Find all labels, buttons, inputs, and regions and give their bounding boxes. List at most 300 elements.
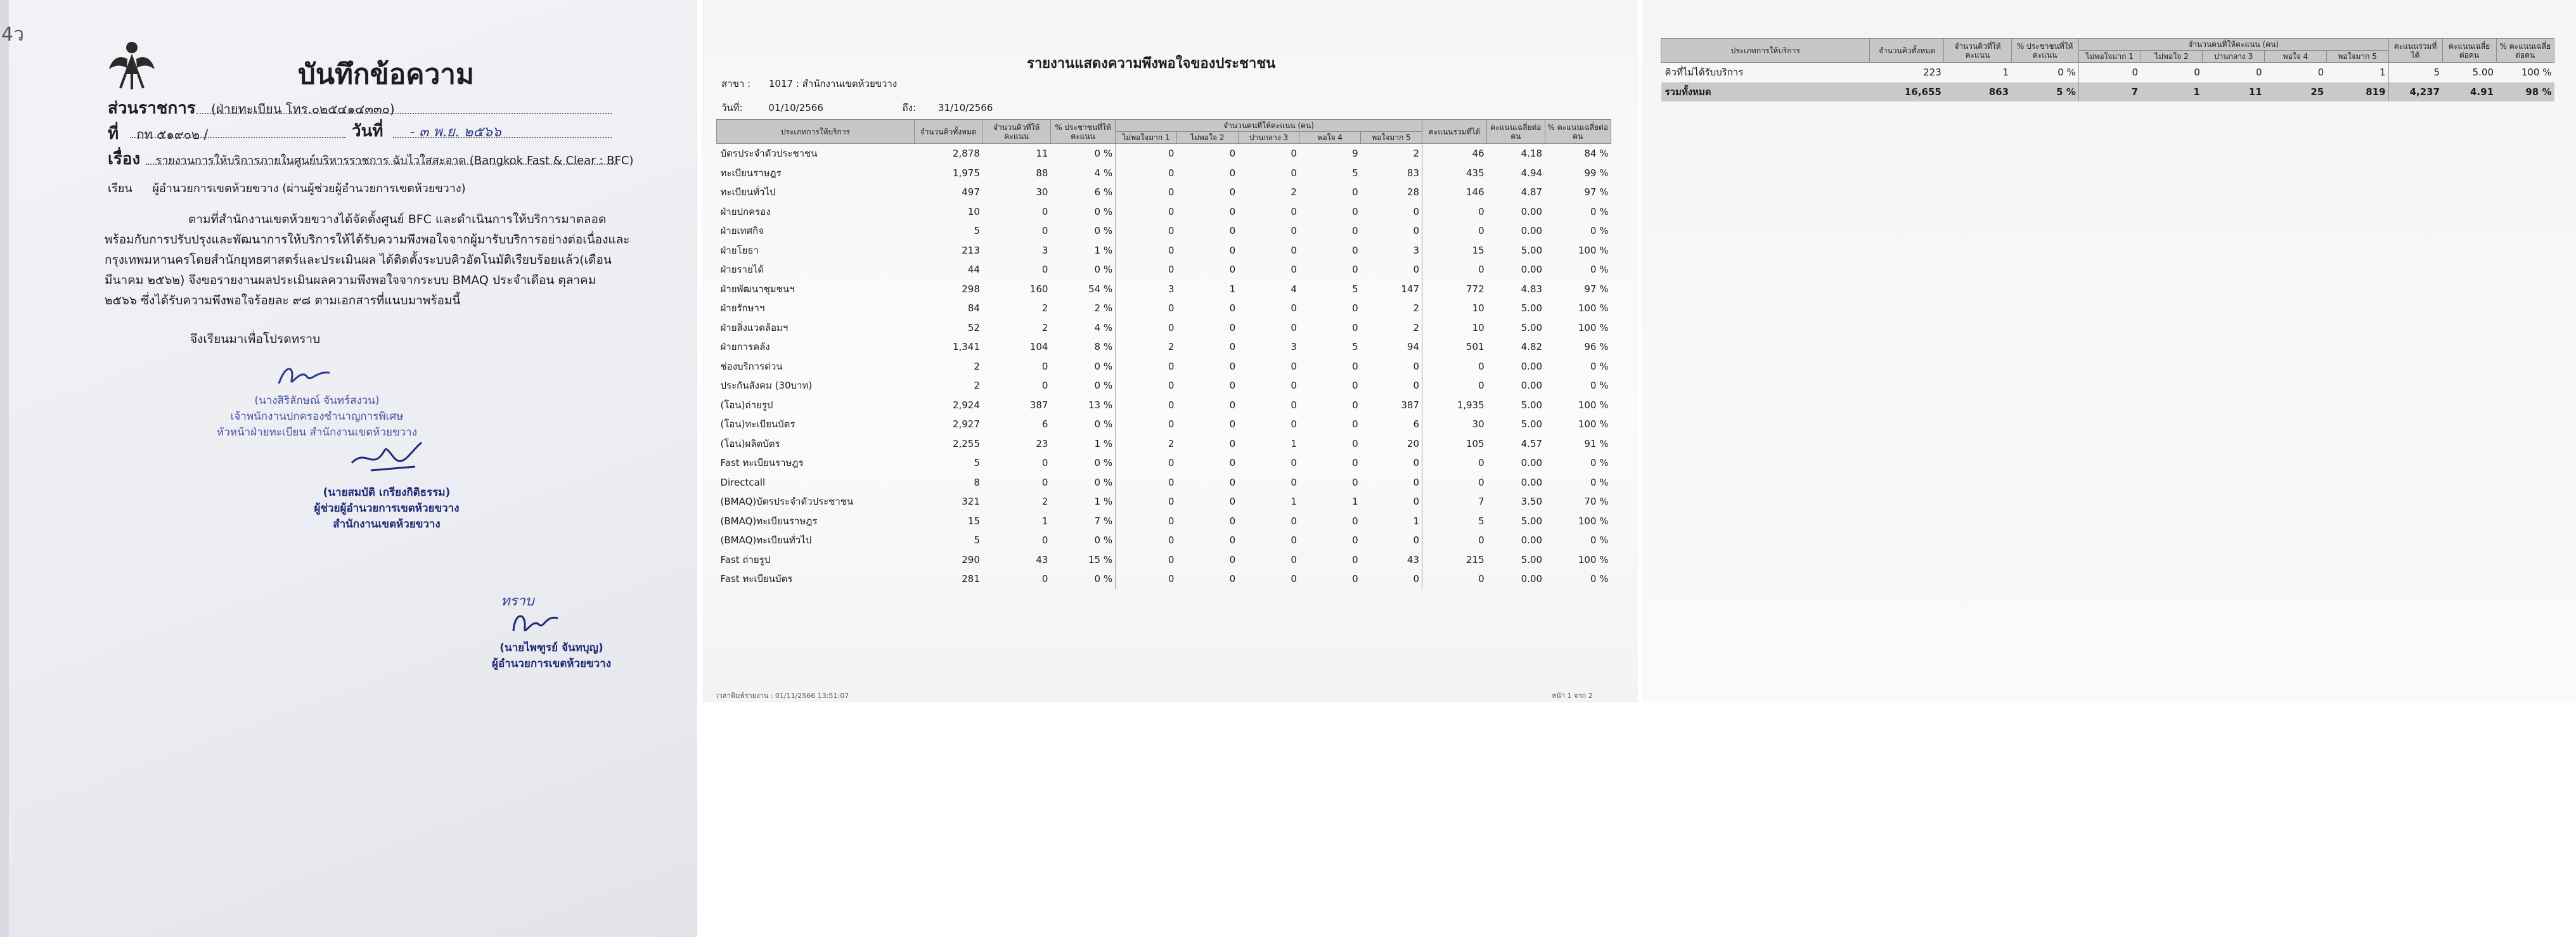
service-name-cell: ช่องบริการด่วน (720, 360, 783, 372)
table-row (717, 241, 1611, 261)
service-name-cell: บัตรประจำตัวประชาชน (720, 148, 818, 160)
value-cell: 0.00 (1521, 205, 1543, 217)
table-row (717, 202, 1611, 222)
value-cell: 1 % (1094, 496, 1113, 508)
report-page2-photo (1642, 0, 2576, 702)
header-s3: ปานกลาง 3 (1238, 132, 1299, 144)
value-cell: 0 % (1590, 457, 1609, 469)
signature-1 (273, 361, 336, 393)
header-pct-rated: % ประชาชนที่ให้คะแนน (1050, 120, 1115, 144)
value-cell: 9 (1352, 148, 1358, 160)
table-row (717, 376, 1611, 396)
service-name-cell: Directcall (720, 476, 766, 488)
value-cell: 0 (1352, 399, 1358, 411)
value-cell: 100 % (1578, 515, 1609, 527)
table-body-page2 (1661, 63, 2554, 102)
value-cell: 0 (1291, 399, 1297, 411)
garuda-emblem-icon (106, 35, 157, 92)
value-cell: 3.50 (1521, 496, 1543, 508)
p2-header-pct-avg: % คะแนนเฉลี่ยต่อคน (2496, 39, 2554, 63)
value-cell: 0 (1413, 573, 1419, 585)
value-cell: 91 % (1584, 437, 1609, 449)
value-cell: 0 (1422, 473, 1487, 493)
value-cell: 6 (1041, 418, 1048, 430)
value-cell: 8 % (1094, 341, 1113, 353)
signer3-position: ผู้อำนวยการเขตห้วยขวาง (491, 657, 611, 670)
to-label: ถึง: (902, 102, 917, 113)
signature-3 (507, 605, 564, 640)
table-row (717, 531, 1611, 550)
value-cell: 0 % (1094, 264, 1113, 276)
table-row (717, 164, 1611, 183)
value-cell: 23 (1036, 437, 1048, 449)
memo-body: ตามที่สำนักงานเขตห้วยขวางได้จัดตั้งศูนย์ BFC และดำเนินการให้บริการมาตลอดพร้อมกับการปรับปรุงและพัฒนาการให้บริการให้ได้รับความพึงพอใจจากผู้มารับบริการอย่างต่อเนื่องและกรุงเทพมหานครโดยสำนักยุทธศาสตร์และประเมินผล ได้ติดตั้งระบบคิวอัตโนมัติเรียบร้อยแล้ว(เดือนมีนาคม ๒๕๖๒) จึงขอรายงานผลประเมินผลความพึงพอใจจากระบบ BMAQ ประจำเดือน ตุลาคม ๒๕๖๖ ซึ่งได้รับความพึงพอใจร้อยละ ๙๘ ตามเอกสารที่แนบมาพร้อมนี้ (105, 212, 630, 307)
value-cell: 5.00 (2472, 67, 2494, 79)
value-cell: 2 (1116, 337, 1177, 357)
value-cell: 11 (1036, 148, 1048, 160)
value-cell: 6 (1413, 418, 1419, 430)
value-cell: 43 (1407, 553, 1419, 565)
value-cell: 0.00 (1521, 476, 1543, 488)
date-label: วันที่ (352, 122, 383, 141)
subject-value: รายงานการให้บริการภายในศูนย์บริหารราชการ ฉับไวใสสะอาด (Bangkok Fast & Clear : BFC) (155, 154, 634, 167)
satisfaction-table (716, 119, 1611, 589)
value-cell: 0 (1229, 534, 1236, 546)
value-cell: 0 (1229, 244, 1236, 256)
signer1-name: (นางสิริลักษณ์ จันทร์สงวน) (254, 394, 380, 407)
table-row (717, 396, 1611, 415)
value-cell: 0 (1352, 534, 1358, 546)
value-cell: 94 (1407, 341, 1419, 353)
value-cell: 100 % (1578, 553, 1609, 565)
ref-label: ที่ (108, 124, 119, 143)
signer1-position: เจ้าพนักงานปกครองชำนาญการพิเศษ (230, 410, 404, 423)
edge-marks: 4ว (1, 23, 24, 46)
p2-header-s5: พอใจมาก 5 (2326, 51, 2388, 63)
value-cell: 0 (1116, 357, 1177, 377)
value-cell: 0 (1291, 418, 1297, 430)
header-pct-avg: % คะแนนเฉลี่ยต่อคน (1545, 120, 1611, 144)
value-cell: 5.00 (1521, 418, 1543, 430)
value-cell: 0 (1116, 396, 1177, 415)
value-cell: 1,935 (1422, 396, 1487, 415)
report-title: รายงานแสดงความพึงพอใจของประชาชน (1027, 56, 1276, 72)
value-cell: 0 (1116, 531, 1177, 550)
value-cell: 5 (974, 225, 980, 237)
value-cell: 0 (1291, 205, 1297, 217)
value-cell: 0 (1229, 399, 1236, 411)
report-photo (702, 0, 1638, 702)
value-cell: 213 (962, 244, 980, 256)
value-cell: 4,237 (2388, 82, 2442, 102)
value-cell: 5 (1422, 512, 1487, 531)
value-cell: 1 % (1094, 437, 1113, 449)
value-cell: 1 (1229, 283, 1236, 295)
value-cell: 3 (1116, 280, 1177, 299)
value-cell: 10 (967, 205, 980, 217)
value-cell: 1,341 (952, 341, 980, 353)
value-cell: 0 (1422, 376, 1487, 396)
value-cell: 4.91 (2442, 82, 2496, 102)
value-cell: 0 % (1094, 534, 1113, 546)
value-cell: 0.00 (1521, 534, 1543, 546)
value-cell: 0 (1041, 380, 1048, 392)
value-cell: 43 (1036, 553, 1048, 565)
value-cell: 0 % (1590, 476, 1609, 488)
value-cell: 28 (1407, 186, 1419, 198)
table-row (717, 434, 1611, 454)
value-cell: 99 % (1584, 167, 1609, 179)
value-cell: 0 (1041, 205, 1048, 217)
table-row (717, 550, 1611, 570)
value-cell: 5.00 (1521, 553, 1543, 565)
value-cell: 0 (1352, 205, 1358, 217)
value-cell: 0 (1229, 418, 1236, 430)
value-cell: 97 % (1584, 186, 1609, 198)
total-row (1661, 82, 2554, 102)
value-cell: 0 % (1590, 264, 1609, 276)
value-cell: 100 % (1578, 321, 1609, 333)
value-cell: 2 % (1094, 302, 1113, 314)
report-footer-left: เวลาพิมพ์รายงาน : 01/11/2566 13:51:07 (716, 692, 849, 700)
value-cell: 10 (1422, 318, 1487, 338)
value-cell: 0 (1041, 573, 1048, 585)
value-cell: 4.87 (1521, 186, 1543, 198)
value-cell: 6 % (1094, 186, 1113, 198)
value-cell: 0 (1116, 550, 1177, 570)
ref-value: กท ๕๑๙๐๒ / (136, 127, 209, 142)
value-cell: 0 (1116, 260, 1177, 280)
value-cell: 0 (1422, 453, 1487, 473)
service-name-cell: ทะเบียนทั่วไป (720, 186, 776, 198)
value-cell: 0 (1291, 476, 1297, 488)
value-cell: 0 (1413, 380, 1419, 392)
date-value: - ๓ พ.ย. ๒๕๖๖ (409, 124, 501, 140)
service-name-cell: ประกันสังคม (30บาท) (720, 380, 813, 392)
value-cell: 0 (1291, 225, 1297, 237)
value-cell: 0 (1229, 341, 1236, 353)
branch-label: สาขา : (721, 78, 751, 89)
value-cell: 0 (1352, 380, 1358, 392)
value-cell: 387 (1029, 399, 1048, 411)
value-cell: 1 (2141, 82, 2203, 102)
value-cell: 0 (1229, 515, 1236, 527)
service-name-cell: ฝ่ายปกครอง (720, 205, 771, 217)
p2-header-s4: พอใจ 4 (2265, 51, 2327, 63)
value-cell: 83 (1407, 167, 1419, 179)
header-s1: ไม่พอใจมาก 1 (1116, 132, 1177, 144)
value-cell: 0 (1422, 202, 1487, 222)
service-name-cell: รวมทั้งหมด (1661, 82, 1870, 102)
value-cell: 0 (1229, 321, 1236, 333)
value-cell: 0 (1229, 186, 1236, 198)
value-cell: 0 (1116, 512, 1177, 531)
value-cell: 54 % (1088, 283, 1113, 295)
value-cell: 2 (1041, 496, 1048, 508)
value-cell: 100 % (1578, 244, 1609, 256)
value-cell: 2,924 (952, 399, 980, 411)
value-cell: 0 (1229, 225, 1236, 237)
value-cell: 0 (1422, 569, 1487, 589)
value-cell: 11 (2203, 82, 2265, 102)
value-cell: 0.00 (1521, 360, 1543, 372)
value-cell: 0 (1116, 569, 1177, 589)
value-cell: 84 (967, 302, 980, 314)
value-cell: 5.00 (1521, 321, 1543, 333)
value-cell: 0 (1291, 148, 1297, 160)
service-name-cell: Fast ทะเบียนราษฎร (720, 457, 804, 469)
report-footer-right: หน้า 1 จาก 2 (1552, 692, 1593, 700)
value-cell: 8 (974, 476, 980, 488)
value-cell: 0 (1352, 515, 1358, 527)
value-cell: 0 (1116, 299, 1177, 318)
value-cell: 0 (1352, 225, 1358, 237)
value-cell: 7 (2078, 82, 2141, 102)
value-cell: 5 (974, 457, 980, 469)
value-cell: 7 % (1094, 515, 1113, 527)
value-cell: 0 (1116, 221, 1177, 241)
value-cell: 0 (1291, 457, 1297, 469)
service-name-cell: (BMAQ)บัตรประจำตัวประชาชน (720, 496, 854, 508)
value-cell: 0 % (1590, 534, 1609, 546)
value-cell: 0 % (1094, 476, 1113, 488)
value-cell: 2 (1116, 434, 1177, 454)
value-cell: 0 (1352, 186, 1358, 198)
value-cell: 100 % (1578, 418, 1609, 430)
value-cell: 0 (1291, 360, 1297, 372)
value-cell: 13 % (1088, 399, 1113, 411)
signer2-office: สำนักงานเขตห้วยขวาง (333, 518, 441, 531)
table-row (717, 144, 1611, 164)
value-cell: 15 (1422, 241, 1487, 261)
value-cell: 0 % (1590, 205, 1609, 217)
header-s5: พอใจมาก 5 (1361, 132, 1422, 144)
value-cell: 0 (1229, 573, 1236, 585)
p2-header-s3: ปานกลาง 3 (2203, 51, 2265, 63)
value-cell: 2 (974, 380, 980, 392)
agency-label: ส่วนราชการ (108, 99, 196, 118)
service-name-cell: ทะเบียนราษฎร (720, 167, 782, 179)
value-cell: 0 (1422, 260, 1487, 280)
value-cell: 0 (1291, 264, 1297, 276)
value-cell: 0 % (1590, 380, 1609, 392)
value-cell: 0 (1116, 241, 1177, 261)
value-cell: 105 (1422, 434, 1487, 454)
value-cell: 1 (1041, 515, 1048, 527)
value-cell: 0 (1229, 148, 1236, 160)
value-cell: 88 (1036, 167, 1048, 179)
value-cell: 435 (1422, 164, 1487, 183)
value-cell: 0 (1352, 302, 1358, 314)
value-cell: 0 (1352, 360, 1358, 372)
value-cell: 0 % (1094, 205, 1113, 217)
value-cell: 4 (1291, 283, 1297, 295)
value-cell: 0 (1291, 321, 1297, 333)
value-cell: 0 (1116, 376, 1177, 396)
value-cell: 20 (1407, 437, 1419, 449)
signer3-name: (นายไพฑูรย์ จันทบุญ) (499, 642, 603, 654)
table-row (717, 260, 1611, 280)
table-row (717, 337, 1611, 357)
value-cell: 0 (1291, 167, 1297, 179)
value-cell: 0 (1352, 437, 1358, 449)
value-cell: 1 (1352, 496, 1358, 508)
service-name-cell: (BMAQ)ทะเบียนราษฎร (720, 515, 818, 527)
value-cell: 10 (1422, 299, 1487, 318)
table-row (717, 512, 1611, 531)
value-cell: 0 (1413, 225, 1419, 237)
table-row (717, 569, 1611, 589)
p2-header-pct-rated: % ประชาชนที่ให้คะแนน (2011, 39, 2078, 63)
table-row (717, 221, 1611, 241)
value-cell: 0 (2317, 67, 2324, 79)
service-name-cell: (โอน)ถ่ายรูป (720, 399, 773, 411)
value-cell: 0 % (1094, 225, 1113, 237)
value-cell: 0 (1413, 476, 1419, 488)
value-cell: 104 (1029, 341, 1048, 353)
value-cell: 5.00 (1521, 244, 1543, 256)
value-cell: 5 (1352, 341, 1358, 353)
value-cell: 4.83 (1521, 283, 1543, 295)
service-name-cell: ฝ่ายการคลัง (720, 341, 770, 353)
memo-photo (0, 0, 697, 937)
value-cell: 0 (1116, 415, 1177, 434)
value-cell: 2 (1041, 321, 1048, 333)
value-cell: 4.94 (1521, 167, 1543, 179)
value-cell: 25 (2265, 82, 2327, 102)
value-cell: 52 (967, 321, 980, 333)
date-to: 31/10/2566 (937, 102, 993, 113)
header-s2: ไม่พอใจ 2 (1176, 132, 1238, 144)
p2-header-s2: ไม่พอใจ 2 (2141, 51, 2203, 63)
value-cell: 0 (1229, 380, 1236, 392)
value-cell: 0 % (1590, 573, 1609, 585)
service-name-cell: ฝ่ายรายได้ (720, 264, 764, 276)
p2-header-s1: ไม่พอใจมาก 1 (2078, 51, 2141, 63)
service-name-cell: Fast ถ่ายรูป (720, 553, 771, 565)
value-cell: 290 (962, 553, 980, 565)
value-cell: 0 (2078, 63, 2141, 82)
value-cell: 0 (1041, 264, 1048, 276)
value-cell: 0 (1041, 476, 1048, 488)
value-cell: 1 (2002, 67, 2009, 79)
service-name-cell: ฝ่ายรักษาฯ (720, 302, 765, 314)
value-cell: 30 (1422, 415, 1487, 434)
value-cell: 0 (1352, 573, 1358, 585)
value-cell: 4.57 (1521, 437, 1543, 449)
value-cell: 5.00 (1521, 302, 1543, 314)
value-cell: 0 % (1094, 573, 1113, 585)
service-name-cell: (โอน)ผลิตบัตร (720, 437, 780, 449)
value-cell: 1 (2379, 67, 2386, 79)
service-name-cell: ฝ่ายเทศกิจ (720, 225, 764, 237)
table-row (717, 492, 1611, 512)
p2-header-rated-queue: จำนวนคิวที่ให้คะแนน (1944, 39, 2011, 63)
header-s4: พอใจ 4 (1299, 132, 1361, 144)
satisfaction-table-page2 (1661, 38, 2554, 101)
value-cell: 2 (1413, 321, 1419, 333)
table-row (717, 183, 1611, 202)
p2-header-avg: คะแนนเฉลี่ยต่อคน (2442, 39, 2496, 63)
value-cell: 1 (1291, 437, 1297, 449)
value-cell: 5 (1352, 167, 1358, 179)
value-cell: 2,255 (952, 437, 980, 449)
value-cell: 863 (1944, 82, 2011, 102)
value-cell: 100 % (1578, 399, 1609, 411)
value-cell: 146 (1422, 183, 1487, 202)
value-cell: 0 (1116, 144, 1177, 164)
service-name-cell: Fast ทะเบียนบัตร (720, 573, 793, 585)
value-cell: 0 (2194, 67, 2200, 79)
value-cell: 2,927 (952, 418, 980, 430)
value-cell: 0 (1041, 360, 1048, 372)
value-cell: 2 (1413, 302, 1419, 314)
value-cell: 3 (1041, 244, 1048, 256)
value-cell: 5 (2388, 63, 2442, 82)
service-name-cell: ฝ่ายโยธา (720, 244, 759, 256)
value-cell: 223 (1923, 67, 1942, 79)
value-cell: 0.00 (1521, 225, 1543, 237)
value-cell: 4 % (1094, 167, 1113, 179)
value-cell: 2 (974, 360, 980, 372)
value-cell: 5.00 (1521, 515, 1543, 527)
value-cell: 0 (1116, 164, 1177, 183)
value-cell: 772 (1422, 280, 1487, 299)
value-cell: 0 (1116, 318, 1177, 338)
value-cell: 44 (967, 264, 980, 276)
value-cell: 0 (1116, 183, 1177, 202)
memo-title: บันทึกข้อความ (298, 58, 475, 91)
value-cell: 0 (1229, 205, 1236, 217)
signer2-name: (นายสมบัติ เกรียงกิติธรรม) (323, 486, 451, 499)
value-cell: 387 (1401, 399, 1419, 411)
value-cell: 819 (2326, 82, 2388, 102)
date-from: 01/10/2566 (768, 102, 823, 113)
value-cell: 0 (1291, 573, 1297, 585)
branch-value: 1017 : สำนักงานเขตห้วยขวาง (768, 78, 898, 89)
value-cell: 2 (1291, 186, 1297, 198)
value-cell: 497 (962, 186, 980, 198)
value-cell: 0 (1413, 205, 1419, 217)
value-cell: 0 (1422, 357, 1487, 377)
value-cell: 0 (1413, 457, 1419, 469)
p2-header-score-group: จำนวนคนที่ให้คะแนน (คน) (2078, 39, 2388, 51)
value-cell: 0 (1352, 457, 1358, 469)
value-cell: 0 (1041, 457, 1048, 469)
value-cell: 321 (962, 496, 980, 508)
value-cell: 0 (1291, 244, 1297, 256)
value-cell: 98 % (2496, 82, 2554, 102)
table-row (717, 473, 1611, 493)
value-cell: 0 % (2058, 67, 2076, 79)
value-cell: 0 % (1094, 457, 1113, 469)
header-score-group: จำนวนคนที่ให้คะแนน (คน) (1116, 120, 1422, 132)
value-cell: 281 (962, 573, 980, 585)
value-cell: 0 (1116, 202, 1177, 222)
header-rated-queue: จำนวนคิวที่ให้คะแนน (982, 120, 1051, 144)
value-cell: 16,655 (1870, 82, 1944, 102)
value-cell: 2 (1041, 302, 1048, 314)
service-name-cell: ฝ่ายสิ่งแวดล้อมฯ (720, 321, 789, 333)
to-value: ผู้อำนวยการเขตห้วยขวาง (ผ่านผู้ช่วยผู้อำนวยการเขตห้วยขวาง) (152, 182, 466, 195)
header-total-queue: จำนวนคิวทั้งหมด (914, 120, 982, 144)
value-cell: 0 (2255, 67, 2262, 79)
value-cell: 0 (1413, 360, 1419, 372)
value-cell: 0 (1229, 476, 1236, 488)
value-cell: 0 (1413, 264, 1419, 276)
table-row (717, 299, 1611, 318)
value-cell: 0 (1229, 553, 1236, 565)
